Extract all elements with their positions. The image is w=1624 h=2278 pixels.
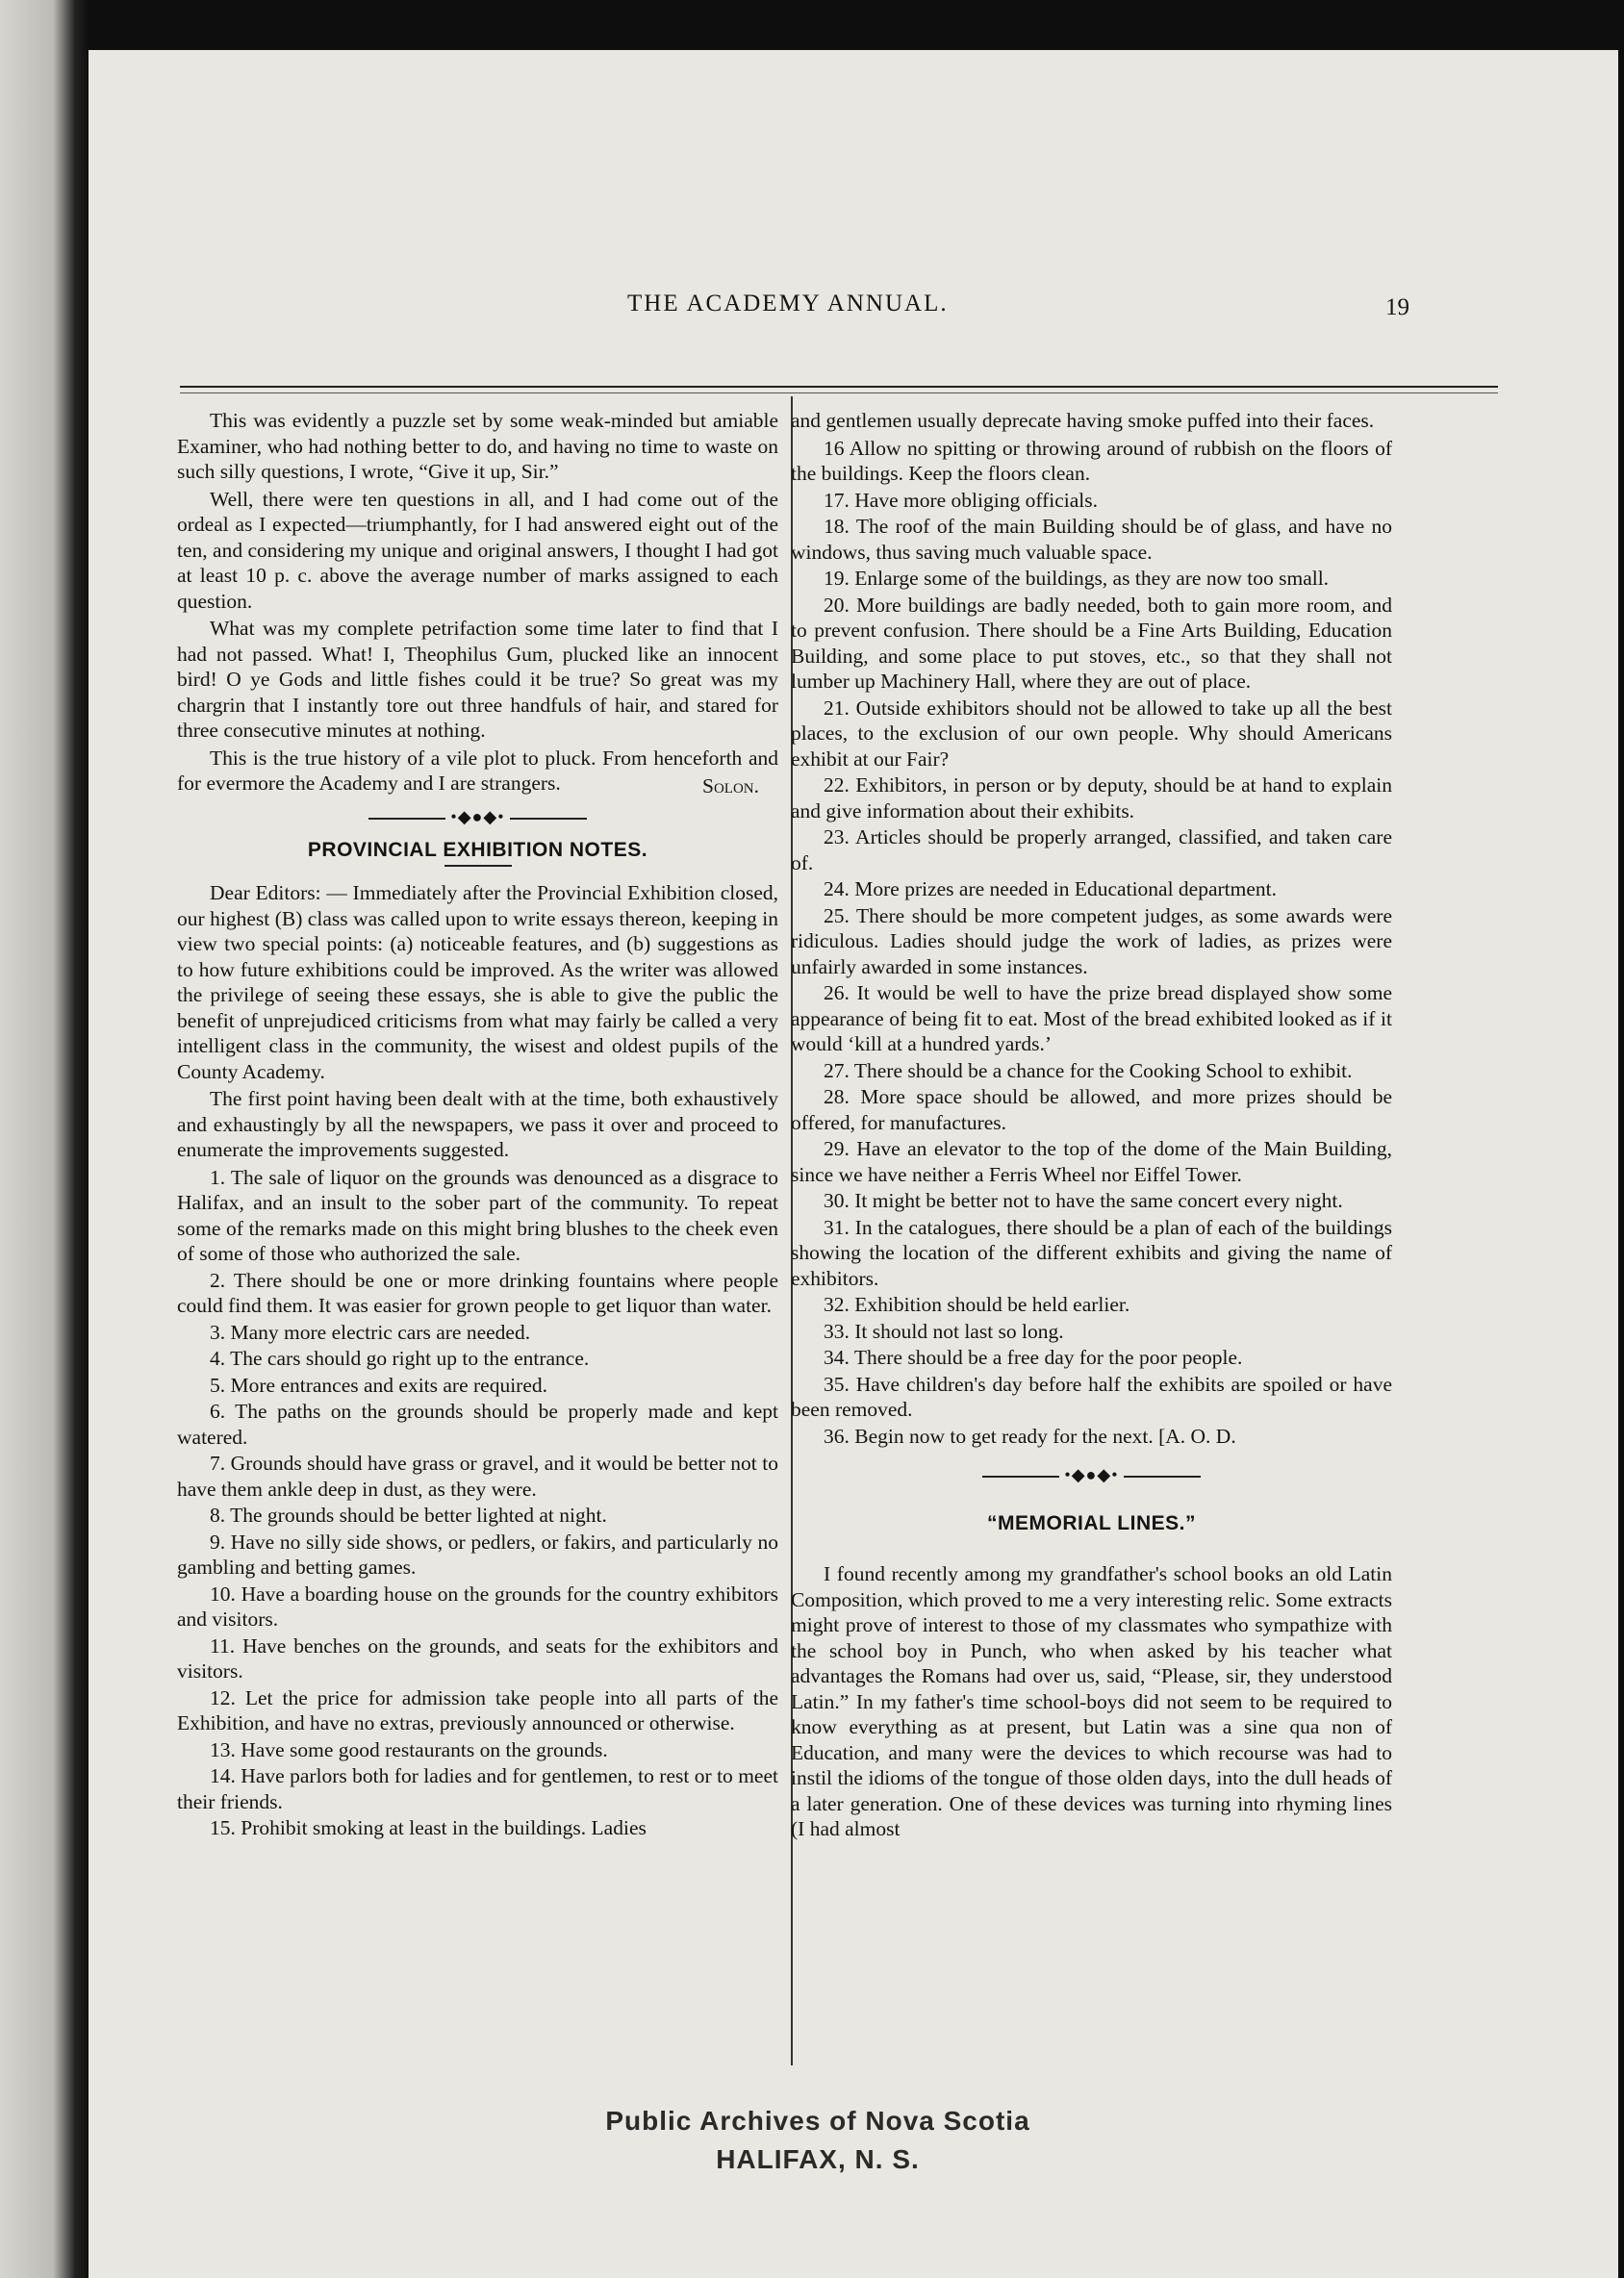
- left-column: [177, 408, 778, 1842]
- suggestion-item: 31. In the catalogues, there should be a plan of each of the buildings showing the location of the different exhibits and giving the name of exhibitors.: [791, 1215, 1392, 1290]
- suggestion-item: 15. Prohibit smoking at least in the buildings. Ladies: [210, 1816, 647, 1839]
- suggestion-item: 36. Begin now to get ready for the next. [A. O. D.: [824, 1424, 1236, 1448]
- suggestion-item: 27. There should be a chance for the Cooking School to exhibit.: [824, 1058, 1353, 1082]
- suggestion-item: 24. More prizes are needed in Educational department.: [824, 877, 1278, 900]
- suggestion-item: 6. The paths on the grounds should be properly made and kept watered.: [177, 1400, 778, 1449]
- suggestion-item: 10. Have a boarding house on the grounds for the country exhibitors and visitors.: [177, 1582, 778, 1631]
- suggestion-item: 2. There should be one or more drinking fountains where people could find them. It was easier for grown people to get liquor than water.: [177, 1268, 778, 1317]
- suggestion-item: 5. More entrances and exits are required.: [210, 1373, 548, 1397]
- suggestion-item: 12. Let the price for admission take people into all parts of the Exhibition, and have no extras, previously announced or otherwise.: [177, 1685, 778, 1734]
- page-header: [89, 291, 1618, 329]
- suggestion-item: 13. Have some good restaurants on the grounds.: [210, 1737, 608, 1761]
- suggestion-item: 9. Have no silly side shows, or pedlers, or fakirs, and particularly no gambling and betting games.: [177, 1530, 778, 1579]
- suggestion-item: 26. It would be well to have the prize bread displayed show some appearance of being fit to eat. Most of the bread exhibited looked as if it would ‘kill at a hundred yards.’: [791, 981, 1392, 1055]
- suggestion-item: 25. There should be more competent judges, as some awards were ridiculous. Ladies should judge the work of ladies, as prizes were unfairly awarded in some instances.: [791, 903, 1392, 978]
- suggestion-item: 3. Many more electric cars are needed.: [210, 1320, 531, 1344]
- section-heading-exhibition: PROVINCIAL EXHIBITION NOTES.: [307, 838, 648, 861]
- memorial-paragraph: I found recently among my grandfather's school books an old Latin Composition, which proved to me a very interesting relic. Some extracts might prove of interest to those of my classmates who sympathize with the school boy in Punch, who when asked by his teacher what advantages the Romans had over us, said, “Please, sir, they understood Latin.” In my father's time school-boys did not seem to be required to know everything as at present, but Latin was a sine qua non of Education, and many were the devices to which recourse was had to instil the idioms of the tongue of those olden days, into the dull heads of a later generation. One of these devices was turning into rhyming lines (I had almost: [791, 1562, 1392, 1840]
- suggestion-item: 30. It might be better not to have the same concert every night.: [824, 1189, 1343, 1212]
- intro-paragraph: Dear Editors: — Immediately after the Provincial Exhibition closed, our highest (B) class was called upon to write essays thereon, keeping in view two special points: (a) noticeable features, and (b) suggestions as to how future exhibitions could be improved. As the writer was allowed the privilege of seeing these essays, she is able to give the public the benefit of unprejudiced criticisms from what may fairly be called a very intelligent class in the community, the wisest and oldest pupils of the County Academy.: [177, 881, 778, 1083]
- suggestion-item: 23. Articles should be properly arranged, classified, and taken care of.: [791, 825, 1392, 874]
- solon-paragraph: This is the true history of a vile plot to pluck. From henceforth and for evermore the Academy and I are strangers.: [177, 746, 778, 795]
- suggestion-item: 14. Have parlors both for ladies and for gentlemen, to rest or to meet their friends.: [177, 1764, 778, 1813]
- page-shadow-edge: [0, 0, 89, 2278]
- suggestion-item: 22. Exhibitors, in person or by deputy, should be at hand to explain and give information about their exhibits.: [791, 773, 1392, 823]
- suggestion-item: 21. Outside exhibitors should not be allowed to take up all the best places, to the exclusion of our own people. Why should Americans exhibit at our Fair?: [791, 696, 1392, 771]
- intro-paragraph: The first point having been dealt with at the time, both exhaustively and exhaustingly by all the newspapers, we pass it over and proceed to enumerate the improvements suggested.: [177, 1087, 778, 1161]
- suggestion-item: 34. There should be a free day for the poor people.: [824, 1346, 1243, 1369]
- suggestion-item: 35. Have children's day before half the exhibits are spoiled or have been removed.: [791, 1372, 1392, 1421]
- solon-paragraph: Well, there were ten questions in all, and I had come out of the ordeal as I expected—triumphantly, for I had answered eight out of the ten, and considering my unique and original answers, I thought I had got at least 10 p. c. above the average number of marks assigned to each question.: [177, 487, 778, 613]
- document-page: [89, 50, 1618, 2278]
- suggestion-item: 16 Allow no spitting or throwing around of rubbish on the floors of the buildings. Keep the floors clean.: [791, 436, 1392, 485]
- solon-paragraph: What was my complete petrifaction some time later to find that I had not passed. What! I, Theophilus Gum, plucked like an innocent bird! O ye Gods and little fishes could it be true? So great was my chargrin that I instantly tore out three handfuls of hair, and stared for three consecutive minutes at nothing.: [177, 617, 778, 742]
- suggestion-item: 33. It should not last so long.: [824, 1319, 1064, 1343]
- suggestion-item: 32. Exhibition should be held earlier.: [824, 1293, 1130, 1316]
- suggestion-item: 28. More space should be allowed, and more prizes should be offered, for manufactures.: [791, 1085, 1392, 1134]
- right-column: [791, 408, 1392, 1844]
- suggestion-item: 11. Have benches on the grounds, and seats for the exhibitors and visitors.: [177, 1633, 778, 1683]
- suggestion-item: 7. Grounds should have grass or gravel, and it would be better not to have them ankle deep in dust, as they were.: [177, 1452, 778, 1501]
- suggestion-item: 19. Enlarge some of the buildings, as they are now too small.: [824, 567, 1330, 590]
- suggestion-item: 29. Have an elevator to the top of the dome of the Main Building, since we have neither a Ferris Wheel nor Eiffel Tower.: [791, 1137, 1392, 1186]
- archive-stamp: [481, 2102, 1155, 2179]
- heading-underline: [444, 865, 512, 867]
- suggestion-item: 18. The roof of the main Building should be of glass, and have no windows, thus saving much valuable space.: [791, 515, 1392, 564]
- header-rule: [180, 386, 1498, 388]
- suggestion-list-right: [791, 436, 1392, 1450]
- solon-paragraph: This was evidently a puzzle set by some weak-minded but amiable Examiner, who had nothing better to do, and having no time to waste on such silly questions, I wrote, “Give it up, Sir.”: [177, 409, 778, 483]
- archive-stamp-line1: Public Archives of Nova Scotia: [605, 2106, 1030, 2136]
- page-number: 19: [1385, 294, 1409, 320]
- section-heading-memorial: “MEMORIAL LINES.”: [987, 1511, 1196, 1534]
- section-ornament: •◆●◆•: [791, 1462, 1392, 1488]
- suggestion-item: 17. Have more obliging officials.: [824, 488, 1099, 512]
- continuation-text: and gentlemen usually deprecate having smoke puffed into their faces.: [791, 409, 1375, 432]
- suggestion-item: 1. The sale of liquor on the grounds was denounced as a disgrace to Halifax, and an insult to the sober part of the community. To repeat some of the remarks made on this might bring blushes to the cheek even of some of those who authorized the sale.: [177, 1165, 778, 1265]
- suggestion-list-left: [177, 1165, 778, 1841]
- header-rule-thin: [180, 392, 1498, 393]
- archive-stamp-line2: HALIFAX, N. S.: [716, 2144, 920, 2174]
- suggestion-item: 8. The grounds should be better lighted at night.: [210, 1504, 607, 1527]
- suggestion-item: 4. The cars should go right up to the entrance.: [210, 1347, 590, 1370]
- suggestion-item: 20. More buildings are badly needed, both to gain more room, and to prevent confusion. There should be a Fine Arts Building, Education Building, and some place to put stoves, etc., so that they shall not lumber up Machinery Hall, where they are out of place.: [791, 593, 1392, 693]
- section-ornament: •◆●◆•: [177, 804, 778, 830]
- running-title: THE ACADEMY ANNUAL.: [627, 291, 949, 316]
- signature-solon: Solon.: [702, 773, 759, 797]
